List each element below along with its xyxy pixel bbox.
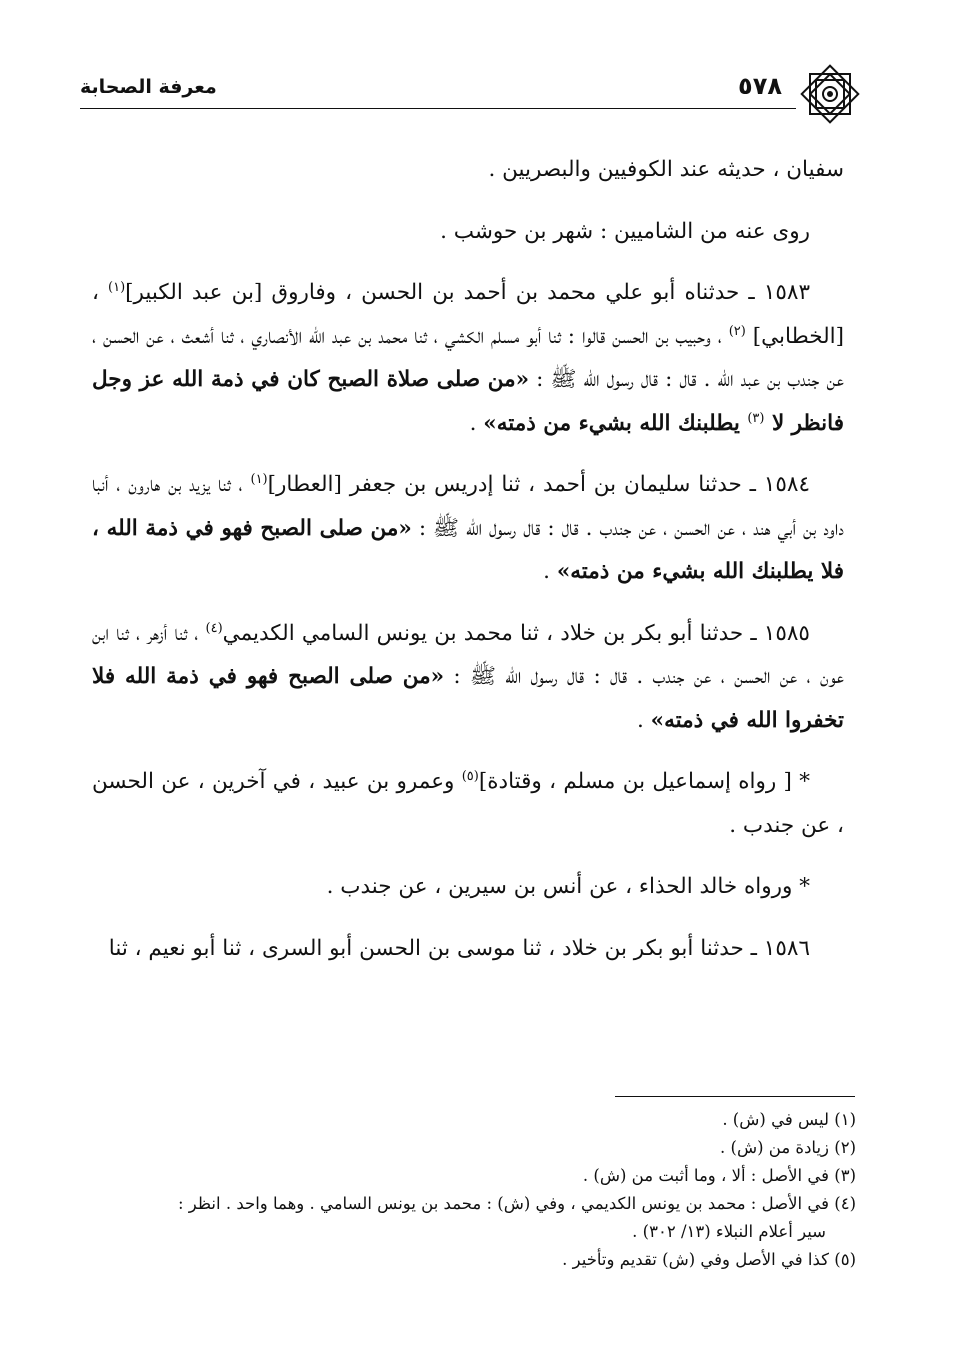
text-run: ، ثنا أزهر ، ثنا ابن عون ، عن الحسن ، عن جندب . قال : قال رسول الله ﷺ : bbox=[92, 620, 844, 689]
footnote-4: (٤) في الأصل : محمد بن يونس الكديمي ، وفي (ش) : محمد بن يونس السامي . وهما واحد . انظر : bbox=[177, 1194, 856, 1213]
text-run: ١٥٨٤ ـ حدثنا سليمان بن أحمد ، ثنا إدريس بن جعفر [العطار] bbox=[267, 472, 810, 497]
footnote-1: (١) ليس في (ش) . bbox=[722, 1110, 856, 1129]
text-run: ، ثنا يزيد بن هارون ، أنبا داود بن أبي هند ، عن الحسن ، عن جندب . قال : قال رسول الله ﷺ : bbox=[92, 472, 844, 541]
footnote-ref: (٥) bbox=[461, 768, 479, 784]
paragraph: روى عنه من الشاميين : شهر بن حوشب . bbox=[440, 218, 810, 244]
text-run: ١٥٨٥ ـ حدثنا أبو بكر بن خلاد ، ثنا محمد بن يونس السامي الكديمي bbox=[222, 620, 810, 646]
hadith-1584 bbox=[92, 463, 844, 594]
hadith-1586: ١٥٨٦ ـ حدثنا أبو بكر بن خلاد ، ثنا موسى بن الحسن أبو السرى ، ثنا أبو نعيم ، ثنا bbox=[108, 935, 810, 961]
text-run: ١٥٨٣ ـ حدثناه أبو علي محمد بن أحمد بن الحسن ، وفاروق [بن عبد الكبير] bbox=[125, 280, 810, 305]
text-run: . bbox=[637, 707, 651, 733]
hadith-text: «من صلى الصبح فهو في ذمة الله ، فلا يطلبنك الله بشيء من ذمته» bbox=[92, 515, 844, 584]
text-run: * [ رواه إسماعيل بن مسلم ، وقتادة] bbox=[478, 769, 810, 794]
text-run: وعمرو بن عبيد ، في آخرين ، عن الحسن ، عن جندب . bbox=[92, 769, 844, 838]
text-run: ، وحبيب بن الحسن قالوا : ثنا أبو مسلم الكشي ، ثنا محمد بن عبد الله الأنصاري ، ثنا أشعث ، عن الحسن ، عن جندب بن عبد الله . قال : قال رسول الله ﷺ : bbox=[92, 323, 844, 392]
paragraph: سفيان ، حديثه عند الكوفيين والبصريين . bbox=[488, 157, 844, 182]
note-paragraph: * ورواه خالد الحذاء ، عن أنس بن سيرين ، عن جندب . bbox=[326, 874, 810, 899]
footnotes bbox=[96, 1106, 856, 1274]
hadith-text: يطلبنك الله بشيء من ذمته» bbox=[483, 410, 748, 436]
text-run: . bbox=[543, 559, 557, 584]
star-ornament-icon bbox=[796, 60, 864, 128]
page-number: ٥٧٨ bbox=[738, 72, 782, 100]
text-run: ، [الخطابي] bbox=[92, 280, 844, 349]
footnote-3: (٣) في الأصل : ألا ، وما أثبت من (ش) . bbox=[582, 1166, 856, 1185]
footnote-4-continued: سير أعلام النبلاء (١٣/ ٣٠٢) . bbox=[632, 1222, 826, 1241]
note-paragraph bbox=[92, 760, 844, 847]
hadith-text: «من صلى صلاة الصبح كان في ذمة الله عز وجل فانظر لا bbox=[92, 367, 844, 436]
hadith-1583 bbox=[92, 271, 844, 445]
footnote-2: (٢) زيادة من (ش) . bbox=[720, 1138, 856, 1157]
footnote-ref: (٣) bbox=[747, 410, 765, 426]
hadith-1585 bbox=[92, 612, 844, 743]
footnote-separator bbox=[615, 1096, 855, 1097]
footnote-5: (٥) كذا في الأصل وفي (ش) تقديم وتأخير . bbox=[562, 1250, 856, 1269]
footnote-ref: (٢) bbox=[728, 323, 746, 339]
footnote-ref: (١) bbox=[250, 471, 268, 487]
running-title: معرفة الصحابة bbox=[80, 76, 217, 98]
header-rule bbox=[80, 108, 796, 109]
hadith-text: «من صلى الصبح فهو في ذمة الله فلا تخفروا الله في ذمته» bbox=[92, 664, 844, 733]
footnote-ref: (١) bbox=[108, 279, 126, 295]
page-header bbox=[80, 60, 862, 130]
text-run: . bbox=[469, 410, 484, 436]
footnote-ref: (٤) bbox=[205, 620, 223, 636]
main-text bbox=[92, 148, 844, 988]
